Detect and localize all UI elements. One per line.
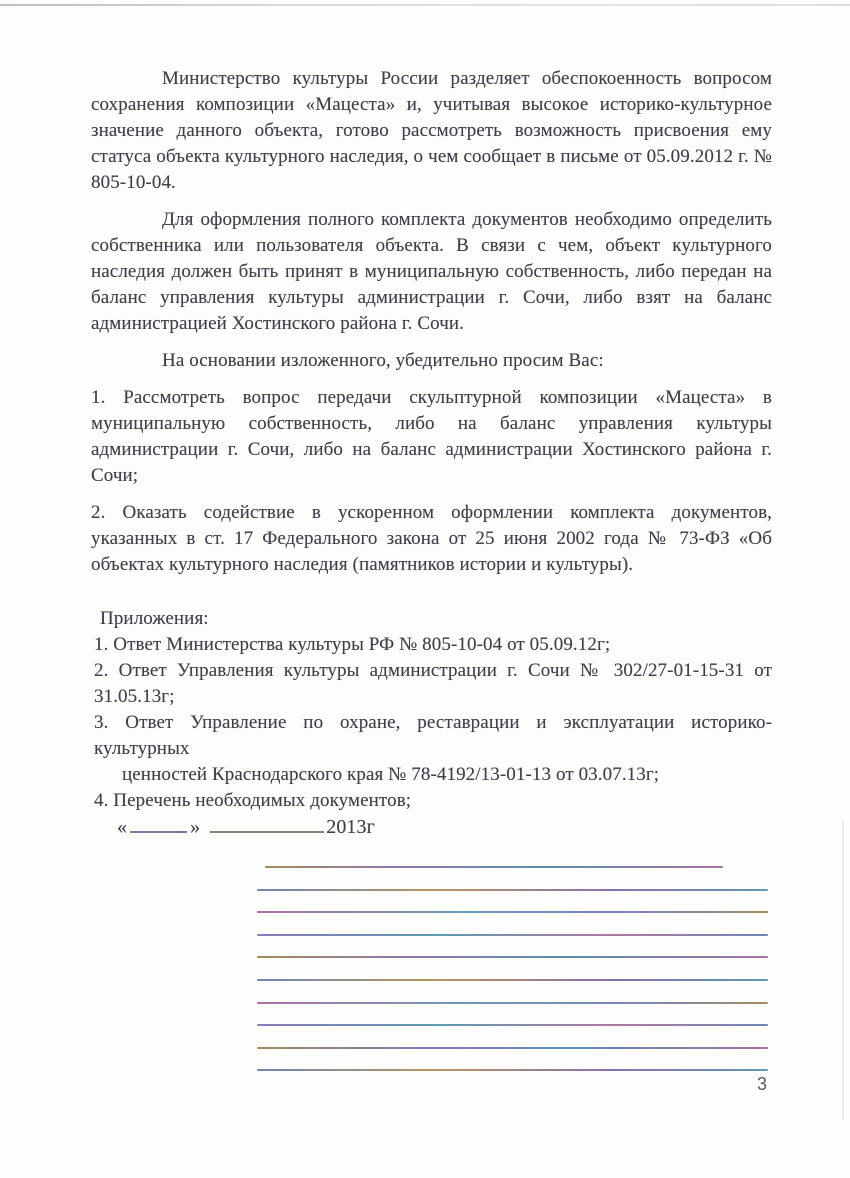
attachment-item-4: 4. Перечень необходимых документов; bbox=[94, 790, 412, 811]
signature-line bbox=[265, 866, 723, 868]
attachments-title: Приложения: bbox=[100, 608, 209, 629]
scan-right-edge-shadow bbox=[842, 820, 844, 1120]
attachment-item-3-line-2: культурных bbox=[94, 738, 190, 759]
scan-top-edge bbox=[0, 4, 850, 6]
attachment-item-3-line-3: ценностей Краснодарского края № 78-4192/13-01-13 от 03.07.13г; bbox=[122, 764, 660, 785]
signature-line bbox=[257, 979, 768, 981]
open-quote: « bbox=[117, 816, 128, 838]
signature-blank-lines bbox=[257, 866, 772, 1092]
signature-line bbox=[257, 1024, 768, 1026]
signature-line bbox=[257, 1002, 768, 1004]
request-item-1: 1. Рассмотреть вопрос передачи скульптурной композиции «Мацеста» в муниципальную собственность, либо на баланс управления культуры администрации г. Сочи, либо на баланс администрации Хостинского района г. Сочи; bbox=[91, 387, 772, 486]
request-item-2: 2. Оказать содействие в ускоренном оформлении комплекта документов, указанных в ст. 17 Федерального закона от 25 июня 2002 года № 73-ФЗ «Об объектах культурного наследия (памятников истории и культуры). bbox=[91, 502, 772, 575]
signature-line bbox=[257, 911, 768, 913]
attachments-section bbox=[91, 606, 772, 814]
paragraph-ministry-concern: Министерство культуры России разделяет обеспокоенность вопросом сохранения композиции «Мацеста» и, учитывая высокое историко-культурное значение данного объекта, готово рассмотреть возможность присвоения ему статуса объекта культурного наследия, о чем сообщает в письме от 05.09.2012 г. № 805-10-04. bbox=[91, 68, 772, 193]
close-quote: » bbox=[190, 816, 201, 838]
day-blank-underline bbox=[130, 816, 187, 833]
date-line bbox=[91, 814, 772, 840]
page-number: 3 bbox=[757, 1074, 768, 1094]
attachment-item-2-line-2: 31.05.13г; bbox=[94, 686, 175, 707]
letter-body bbox=[91, 66, 772, 840]
paragraph-request-intro: На основании изложенного, убедительно просим Вас: bbox=[162, 350, 604, 371]
attachment-item-2-line-1: 2. Ответ Управления культуры администрации г. Сочи № 302/27-01-15-31 от bbox=[94, 660, 772, 681]
signature-line bbox=[257, 956, 768, 958]
attachment-item-3-line-1: 3. Ответ Управление по охране, реставрации и эксплуатации историко- bbox=[94, 712, 772, 733]
signature-line bbox=[257, 1069, 768, 1071]
signature-line bbox=[257, 934, 768, 936]
year-label: 2013г bbox=[326, 816, 375, 838]
signature-line bbox=[257, 889, 768, 891]
month-blank-underline bbox=[210, 816, 324, 833]
attachment-item-1: 1. Ответ Министерства культуры РФ № 805-10-04 от 05.09.12г; bbox=[94, 634, 611, 655]
paragraph-documents-owner: Для оформления полного комплекта документов необходимо определить собственника или пользователя объекта. В связи с чем, объект культурного наследия должен быть принят в муниципальную собственность, либо передан на баланс управления культуры администрации г. Сочи, либо взят на баланс администрацией Хостинского района г. Сочи. bbox=[91, 209, 772, 334]
signature-line bbox=[257, 1047, 768, 1049]
